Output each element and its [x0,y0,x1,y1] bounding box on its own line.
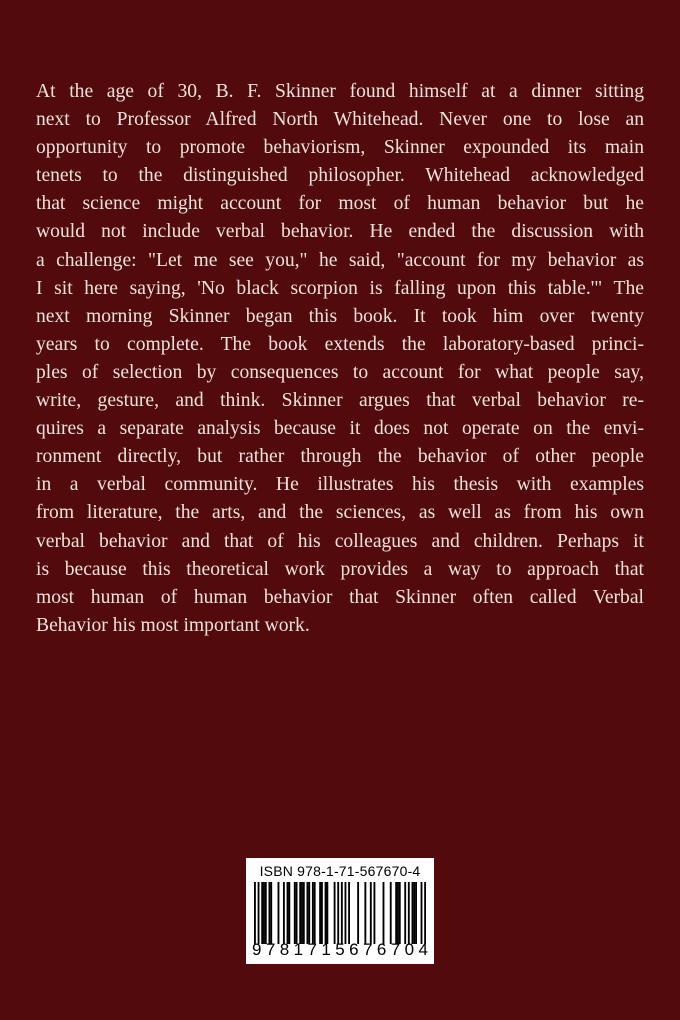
barcode-bar [299,882,301,944]
barcode-bar [390,882,392,944]
barcode-bar [268,882,270,944]
barcode-bar [424,882,426,944]
barcode-digit: 4 [418,940,428,959]
barcode-digit: 5 [335,940,345,959]
barcode-bar [408,882,410,944]
barcode-digit: 6 [349,940,359,959]
description-line: most human of human behavior that Skinner often called Verbal [36,586,644,608]
barcode-bars [254,882,426,944]
barcode-bar [348,882,350,944]
barcode-digit: 7 [390,940,401,959]
barcode-bar [265,882,267,944]
barcode-bar [312,882,314,944]
book-description [36,78,644,640]
barcode-bar [287,882,289,944]
barcode-bar [278,882,280,944]
barcode-bar [319,882,321,944]
barcode-bar [345,882,347,944]
barcode-bar [326,882,328,944]
isbn-label: ISBN 978-1-71-567670-4 [259,863,421,879]
barcode-bar [397,882,399,944]
barcode-bar [258,882,260,944]
description-line: ples of selection by consequences to account for what people say, [36,361,644,383]
description-line: from literature, the arts, and the sciences, as well as from his own [36,502,644,524]
barcode-digit: 7 [363,940,373,959]
barcode-digit: 1 [321,940,331,959]
description-line: in a verbal community. He illustrates his thesis with examples [36,474,644,496]
barcode-bar [283,882,285,944]
barcode-bar [254,882,256,944]
description-line: tenets to the distinguished philosopher. Whitehead acknowledged [36,165,644,187]
description-line: next morning Skinner began this book. It took him over twenty [36,305,644,327]
barcode-bar [337,882,339,944]
barcode-digit: 9 [252,940,262,959]
barcode-bar [261,882,263,944]
description-line: is because this theoretical work provides a way to approach that [36,558,644,580]
barcode-bar [413,882,415,944]
barcode-bar [270,882,272,944]
description-line: verbal behavior and that of his colleagues and children. Perhaps it [36,530,644,552]
barcode-digits [252,940,428,960]
description-line: write, gesture, and think. Skinner argues that verbal behavior re- [36,390,644,412]
description-line: years to complete. The book extends the laboratory-based princi- [36,333,644,355]
description-line: Behavior his most important work. [36,614,310,636]
barcode-digit: 1 [293,940,304,959]
barcode-bar [301,882,303,944]
barcode-bar [296,882,298,944]
barcode-bar [303,882,305,944]
barcode-bar [395,882,397,944]
barcode-bar [421,882,423,944]
barcode-bar [321,882,323,944]
barcode-digit: 6 [376,940,387,959]
barcode-digit: 7 [307,940,317,959]
barcode-bar [404,882,406,944]
barcode-bar [307,882,309,944]
isbn-barcode [246,858,434,964]
description-line: quires a separate analysis because it does not operate on the envi- [36,418,644,440]
description-line: that science might account for most of human behavior but he [36,193,644,215]
description-line: a challenge: "Let me see you," he said, "account for my behavior as [36,249,644,271]
description-line: At the age of 30, B. F. Skinner found himself at a dinner sitting [36,81,644,102]
barcode-bar [412,882,414,944]
barcode-bar [314,882,316,944]
barcode-bar [325,882,327,944]
description-line: next to Professor Alfred North Whitehead. Never one to lose an [36,109,644,131]
description-line: I sit here saying, 'No black scorpion is falling upon this table.'" The [36,277,644,299]
barcode-bar [370,882,372,944]
barcode-bar [294,882,296,944]
description-line: opportunity to promote behaviorism, Skinner expounded its main [36,137,644,159]
barcode-bar [415,882,417,944]
barcode-bar [399,882,401,944]
barcode-bar [373,882,375,944]
barcode-bar [383,882,385,944]
barcode-digit: 8 [279,940,290,959]
description-line: would not include verbal behavior. He ended the discussion with [36,221,644,243]
description-line: ronment directly, but rather through the behavior of other people [36,446,644,468]
barcode-bar [308,882,310,944]
barcode-bar [334,882,336,944]
barcode-digit: 0 [404,940,415,959]
barcode-bar [341,882,343,944]
barcode-digit: 7 [265,940,276,959]
barcode-bar [263,882,265,944]
barcode-bar [357,882,359,944]
barcode-bar [288,882,290,944]
barcode-bar [364,882,366,944]
